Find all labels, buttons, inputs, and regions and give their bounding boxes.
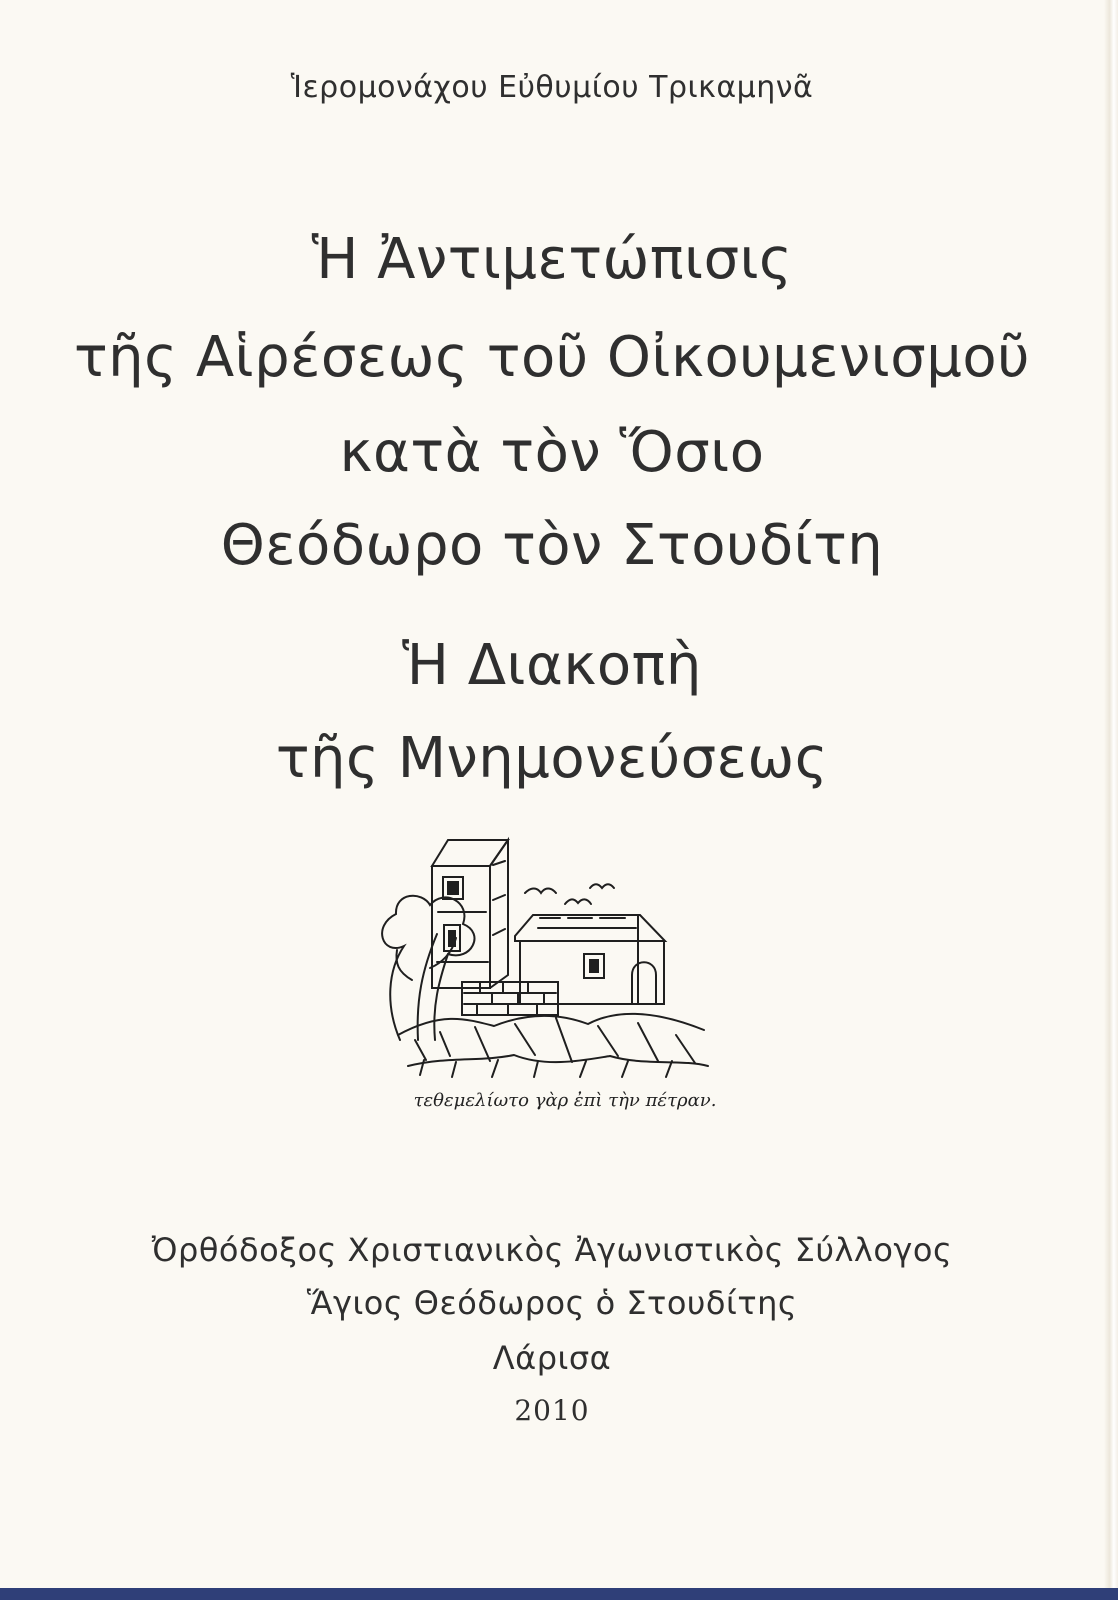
publication-year: 2010 <box>514 1394 590 1427</box>
illustration-caption: τεθεμελίωτο γὰρ ἐπὶ τὴν πέτραν. <box>413 1090 717 1111</box>
publisher-city: Λάρισα <box>492 1339 612 1377</box>
rocky-ground-icon <box>398 1014 708 1077</box>
bottom-edge <box>0 1588 1118 1600</box>
title-line-6: τῆς Μνημονεύσεως <box>275 725 829 791</box>
publisher-line-1: Ὀρθόδοξος Χριστιανικὸς Ἀγωνιστικὸς Σύλλογος <box>151 1231 953 1269</box>
title-line-4: Θεόδωρο τὸν Στουδίτη <box>220 512 884 578</box>
church-building-icon <box>515 915 665 1004</box>
title-line-2: τῆς Αἱρέσεως τοῦ Οἰκουμενισμοῦ <box>73 324 1031 390</box>
author-line: Ἱερομονάχου Εὐθυμίου Τρικαμηνᾶ <box>290 70 814 105</box>
stone-wall-icon <box>462 982 558 1015</box>
title-line-5: Ἡ Διακοπὴ <box>402 632 702 698</box>
birds-icon <box>525 884 614 904</box>
publisher-line-2: Ἅγιος Θεόδωρος ὁ Στουδίτης <box>306 1284 798 1322</box>
title-line-3: κατὰ τὸν Ὅσιο <box>339 419 765 485</box>
title-line-1: Ἡ Ἀντιμετώπισις <box>311 226 793 292</box>
page-edge <box>1104 0 1118 1600</box>
monastery-drawing-icon <box>360 830 740 1110</box>
